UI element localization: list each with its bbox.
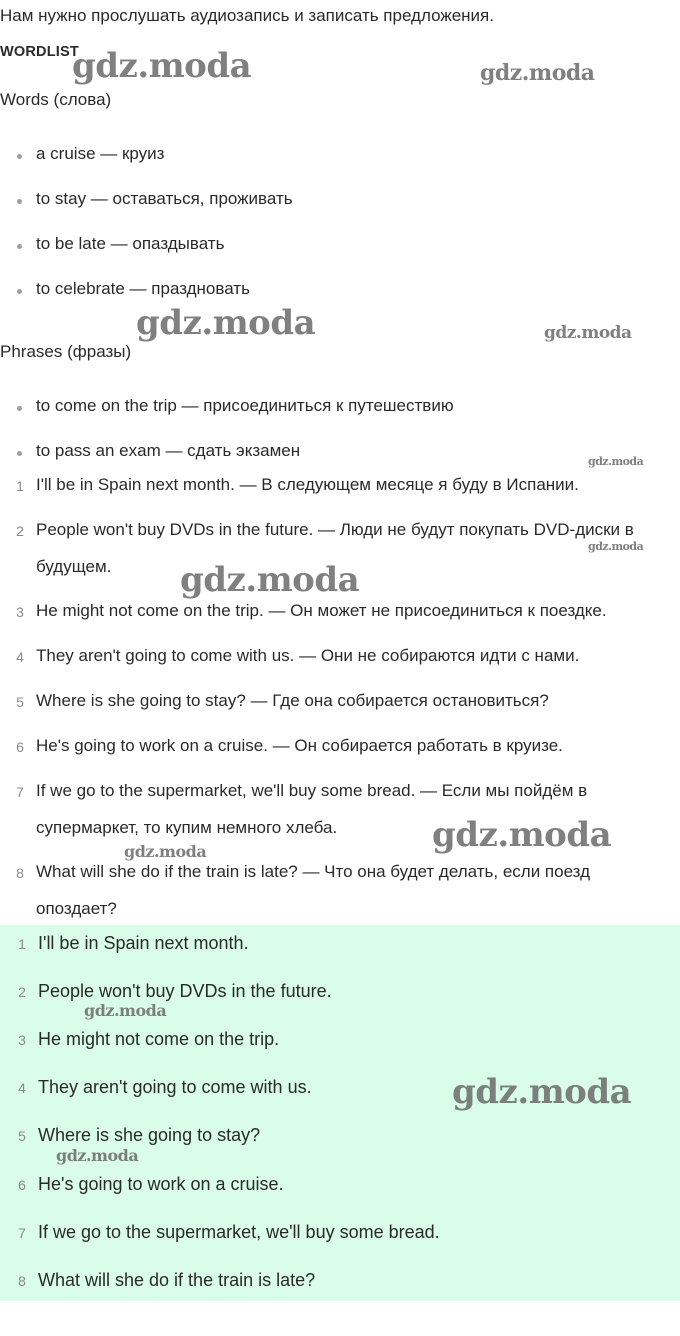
translation-text: Where is she going to stay? — Где она собирается остановиться? — [36, 691, 549, 710]
watermark: gdz.moda — [84, 1001, 167, 1020]
item-number: 7 — [16, 784, 24, 800]
word-text: to stay — оставаться, проживать — [36, 189, 293, 208]
bullet-icon — [17, 244, 22, 249]
answer-text: They aren't going to come with us. — [38, 1077, 312, 1097]
watermark: gdz.moda — [480, 60, 595, 86]
item-number: 5 — [16, 694, 24, 710]
item-number: 2 — [18, 984, 26, 1000]
item-number: 4 — [16, 649, 24, 665]
item-number: 8 — [16, 865, 24, 881]
translation-text: I'll be in Spain next month. — В следующем месяце я буду в Испании. — [36, 475, 579, 494]
watermark: gdz.moda — [588, 540, 644, 553]
watermark: gdz.moda — [544, 323, 632, 343]
words-heading: Words (слова) — [0, 90, 112, 109]
item-number: 3 — [18, 1032, 26, 1048]
item-number: 7 — [18, 1225, 26, 1241]
item-number: 6 — [18, 1177, 26, 1193]
item-number: 6 — [16, 739, 24, 755]
watermark: gdz.moda — [180, 560, 360, 600]
answer-text: If we go to the supermarket, we'll buy some bread. — [38, 1222, 440, 1242]
wordlist-title: WORDLIST — [0, 44, 79, 60]
translation-text: They aren't going to come with us. — Они не собираются идти с нами. — [36, 646, 580, 665]
bullet-icon — [17, 451, 22, 456]
watermark: gdz.moda — [56, 1146, 139, 1165]
word-text: to celebrate — праздновать — [36, 279, 250, 298]
answers-panel — [0, 925, 680, 1301]
word-text: a cruise — круиз — [36, 144, 165, 163]
watermark: gdz.moda — [72, 46, 252, 86]
watermark: gdz.moda — [136, 303, 316, 343]
item-number: 1 — [16, 478, 24, 494]
answer-text: What will she do if the train is late? — [38, 1270, 316, 1290]
phrase-text: to come on the trip — присоединиться к путешествию — [36, 396, 454, 415]
translation-text: He's going to work on a cruise. — Он собирается работать в круизе. — [36, 736, 563, 755]
bullet-icon — [17, 289, 22, 294]
translation-text: People won't buy DVDs in the future. — Люди не будут покупать DVD-диски в будущем. — [36, 520, 634, 576]
item-number: 5 — [18, 1128, 26, 1144]
phrase-text: to pass an exam — сдать экзамен — [36, 441, 301, 460]
item-number: 4 — [18, 1080, 26, 1096]
watermark: gdz.moda — [124, 842, 207, 861]
item-number: 8 — [18, 1273, 26, 1289]
bullet-icon — [17, 199, 22, 204]
answer-text: Where is she going to stay? — [38, 1125, 261, 1145]
watermark: gdz.moda — [432, 815, 612, 855]
answer-text: He might not come on the trip. — [38, 1029, 280, 1049]
word-text: to be late — опаздывать — [36, 234, 225, 253]
translation-text: He might not come on the trip. — Он может не присоединиться к поездке. — [36, 601, 607, 620]
item-number: 3 — [16, 604, 24, 620]
translation-text: What will she do if the train is late? — Что она будет делать, если поезд опоздает? — [36, 862, 590, 918]
intro-text: Нам нужно прослушать аудиозапись и записать предложения. — [0, 6, 494, 25]
item-number: 2 — [16, 523, 24, 539]
answer-text: I'll be in Spain next month. — [38, 933, 249, 953]
answer-text: People won't buy DVDs in the future. — [38, 981, 332, 1001]
bullet-icon — [17, 406, 22, 411]
watermark: gdz.moda — [452, 1072, 632, 1112]
bullet-icon — [17, 154, 22, 159]
phrases-heading: Phrases (фразы) — [0, 342, 132, 361]
translation-text: If we go to the supermarket, we'll buy some bread. — Если мы пойдём в супермаркет, то купим немного хлеба. — [36, 781, 588, 837]
answer-text: He's going to work on a cruise. — [38, 1174, 284, 1194]
watermark: gdz.moda — [588, 455, 644, 468]
item-number: 1 — [18, 936, 26, 952]
